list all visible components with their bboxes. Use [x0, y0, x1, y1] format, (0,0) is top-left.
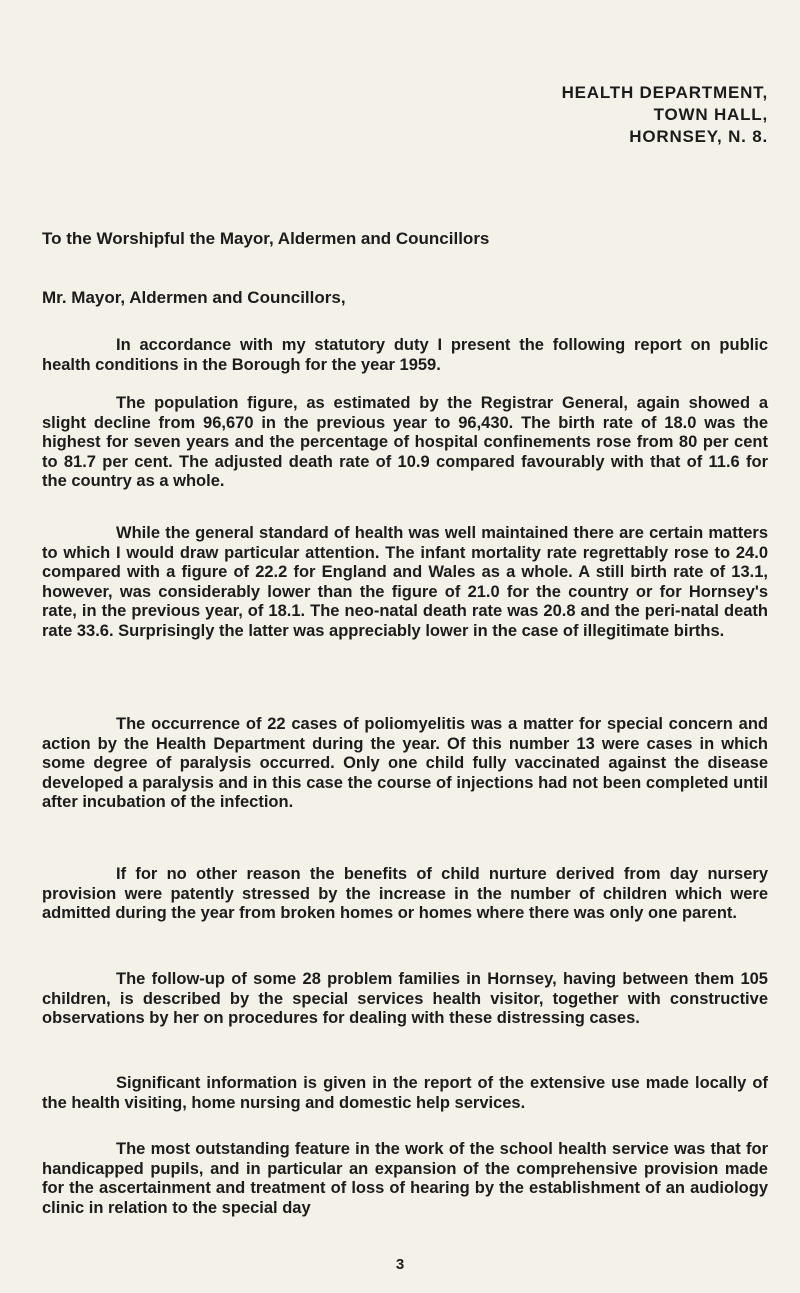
paragraph-school-health: The most outstanding feature in the work of the school health service was that for handicapped pupils, and in particular an expansion of the comprehensive provision made for the ascertainment and treatment of loss of hearing by the establishment of an audiology clinic in relation to the special day [42, 1140, 768, 1217]
paragraph-population: The population figure, as estimated by the Registrar General, again showed a slight decline from 96,670 in the previous year to 96,430. The birth rate of 18.0 was the highest for seven years and the percentage of hospital confinements rose from 80 per cent to 81.7 per cent. The adjusted death rate of 10.9 compared favourably with that of 11.6 for the country as a whole. [42, 394, 768, 491]
address-line-locality: HORNSEY, N. 8. [629, 127, 768, 146]
addressee-line: To the Worshipful the Mayor, Aldermen and Councillors [42, 229, 490, 248]
paragraph-infant-mortality: While the general standard of health was well maintained there are certain matters to which I would draw particular attention. The infant mortality rate regrettably rose to 24.0 compared with a figure of 22.2 for England and Wales as a whole. A still birth rate of 13.1, however, was considerably lower than the figure of 21.0 for the country or for Hornsey's rate, in the previous year, of 18.1. The neo-natal death rate was 20.8 and the peri-natal death rate 33.6. Surprisingly the latter was appreciably lower in the case of illegitimate births. [42, 524, 768, 640]
address-line-department: HEALTH DEPARTMENT, [561, 83, 768, 102]
page-number: 3 [395, 1256, 405, 1273]
salutation-line: Mr. Mayor, Aldermen and Councillors, [42, 288, 346, 307]
paragraph-health-services: Significant information is given in the report of the extensive use made locally of the health visiting, home nursing and domestic help services. [42, 1074, 768, 1112]
paragraph-day-nursery: If for no other reason the benefits of child nurture derived from day nursery provision were patently stressed by the increase in the number of children which were admitted during the year from broken homes or homes where there was only one parent. [42, 865, 768, 923]
paragraph-problem-families: The follow-up of some 28 problem families in Hornsey, having between them 105 children, is described by the special services health visitor, together with constructive observations by her on procedures for dealing with these distressing cases. [42, 970, 768, 1028]
paragraph-introduction: In accordance with my statutory duty I present the following report on public health conditions in the Borough for the year 1959. [42, 336, 768, 374]
address-line-building: TOWN HALL, [653, 105, 768, 124]
paragraph-poliomyelitis: The occurrence of 22 cases of poliomyelitis was a matter for special concern and action by the Health Department during the year. Of this number 13 were cases in which some degree of paralysis occurred. Only one child fully vaccinated against the disease developed a paralysis and in this case the course of injections had not been completed until after incubation of the infection. [42, 715, 768, 812]
department-address [562, 82, 768, 148]
